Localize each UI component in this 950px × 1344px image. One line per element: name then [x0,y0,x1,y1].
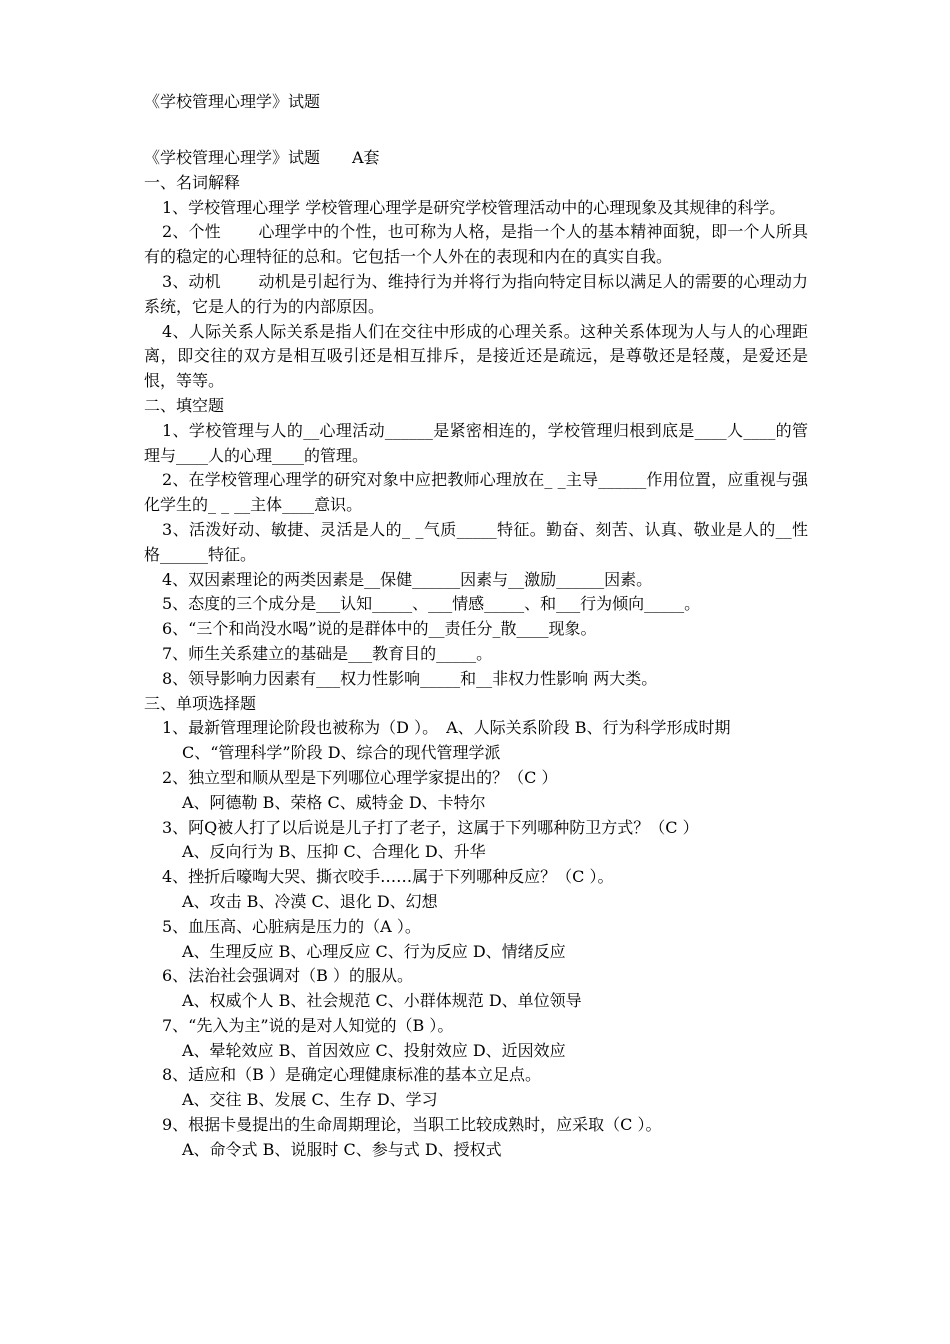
choice-question: 5、血压高、心脏病是压力的（A ）。 [162,916,421,936]
section-heading-terms: 一、名词解释 [144,172,241,192]
term-item: 3、动机 动机是引起行为、维持行为并将行为指向特定目标以满足人的需要的心理动力系统，它是人的行为的内部原因。 [144,271,808,316]
choice-options: A、生理反应 B、心理反应 C、行为反应 D、情绪反应 [182,941,566,961]
fill-item: 7、师生关系建立的基础是___教育目的_____。 [162,643,493,663]
choice-options: A、攻击 B、冷漠 C、退化 D、幻想 [182,891,438,911]
document-title: 《学校管理心理学》试题 [144,92,321,111]
fill-item: 2、在学校管理心理学的研究对象中应把教师心理放在_ _主导______作用位置，应重视与强化学生的_ _ __主体____意识。 [144,470,808,515]
fill-item: 5、态度的三个成分是___认知_____、___情感_____、和___行为倾向_____。 [162,594,701,614]
choice-question: 8、适应和（B ）是确定心理健康标准的基本立足点。 [162,1065,542,1085]
term-item: 4、人际关系人际关系是指人们在交往中形成的心理关系。这种关系体现为人与人的心理距离，即交往的双方是相互吸引还是相互排斥，是接近还是疏远，是尊敬还是轻蔑，是爱还是恨，等等。 [144,321,808,391]
term-item: 2、个性 心理学中的个性，也可称为人格，是指一个人的基本精神面貌，即一个人所具有的稳定的心理特征的总和。它包括一个人外在的表现和内在的真实自我。 [144,222,808,267]
section-heading-choice: 三、单项选择题 [144,693,257,713]
document-body [144,146,808,1163]
fill-item: 1、学校管理与人的__心理活动______是紧密相连的，学校管理归根到底是____人____的管理与____人的心理____的管理。 [144,420,808,465]
choice-question: 3、阿Q被人打了以后说是儿子打了老子，这属于下列哪种防卫方式？（C ） [162,817,699,837]
section-heading-fill: 二、填空题 [144,395,225,415]
fill-item: 4、双因素理论的两类因素是__保健______因素与__激励______因素。 [162,569,653,589]
choice-question: 6、法治社会强调对（B ）的服从。 [162,966,414,986]
choice-question: 4、挫折后嚎啕大哭、撕衣咬手……属于下列哪种反应？（C ）。 [162,867,614,887]
choice-options: A、交往 B、发展 C、生存 D、学习 [182,1090,438,1110]
choice-question: 9、根据卡曼提出的生命周期理论，当职工比较成熟时，应采取（C ）。 [162,1115,662,1135]
choice-question: 7、“先入为主”说的是对人知觉的（B ）。 [162,1015,454,1035]
choice-options: A、反向行为 B、压抑 C、合理化 D、升华 [182,842,486,862]
choice-options: A、权威个人 B、社会规范 C、小群体规范 D、单位领导 [182,991,582,1011]
choice-options: A、命令式 B、说服时 C、参与式 D、授权式 [182,1139,502,1159]
choice-question: 2、独立型和顺从型是下列哪位心理学家提出的？（C ） [162,767,558,787]
choice-options: C、“管理科学”阶段 D、综合的现代管理学派 [182,743,501,763]
choice-options: A、阿德勒 B、荣格 C、威特金 D、卡特尔 [182,792,486,812]
fill-item: 6、“三个和尚没水喝”说的是群体中的__责任分_散____现象。 [162,619,597,639]
set-title: 《学校管理心理学》试题 A套 [144,148,380,167]
choice-options: A、晕轮效应 B、首因效应 C、投射效应 D、近因效应 [182,1040,566,1060]
fill-item: 3、活泼好动、敏捷、灵活是人的_ _气质_____特征。勤奋、刻苦、认真、敬业是人的__性格______特征。 [144,519,808,564]
term-item: 1、学校管理心理学 学校管理心理学是研究学校管理活动中的心理现象及其规律的科学。 [162,197,786,217]
fill-item: 8、领导影响力因素有___权力性影响_____和__非权力性影响 两大类。 [162,668,658,688]
choice-question: 1、最新管理理论阶段也被称为（D ）。 A、人际关系阶段 B、行为科学形成时期 [162,718,731,738]
